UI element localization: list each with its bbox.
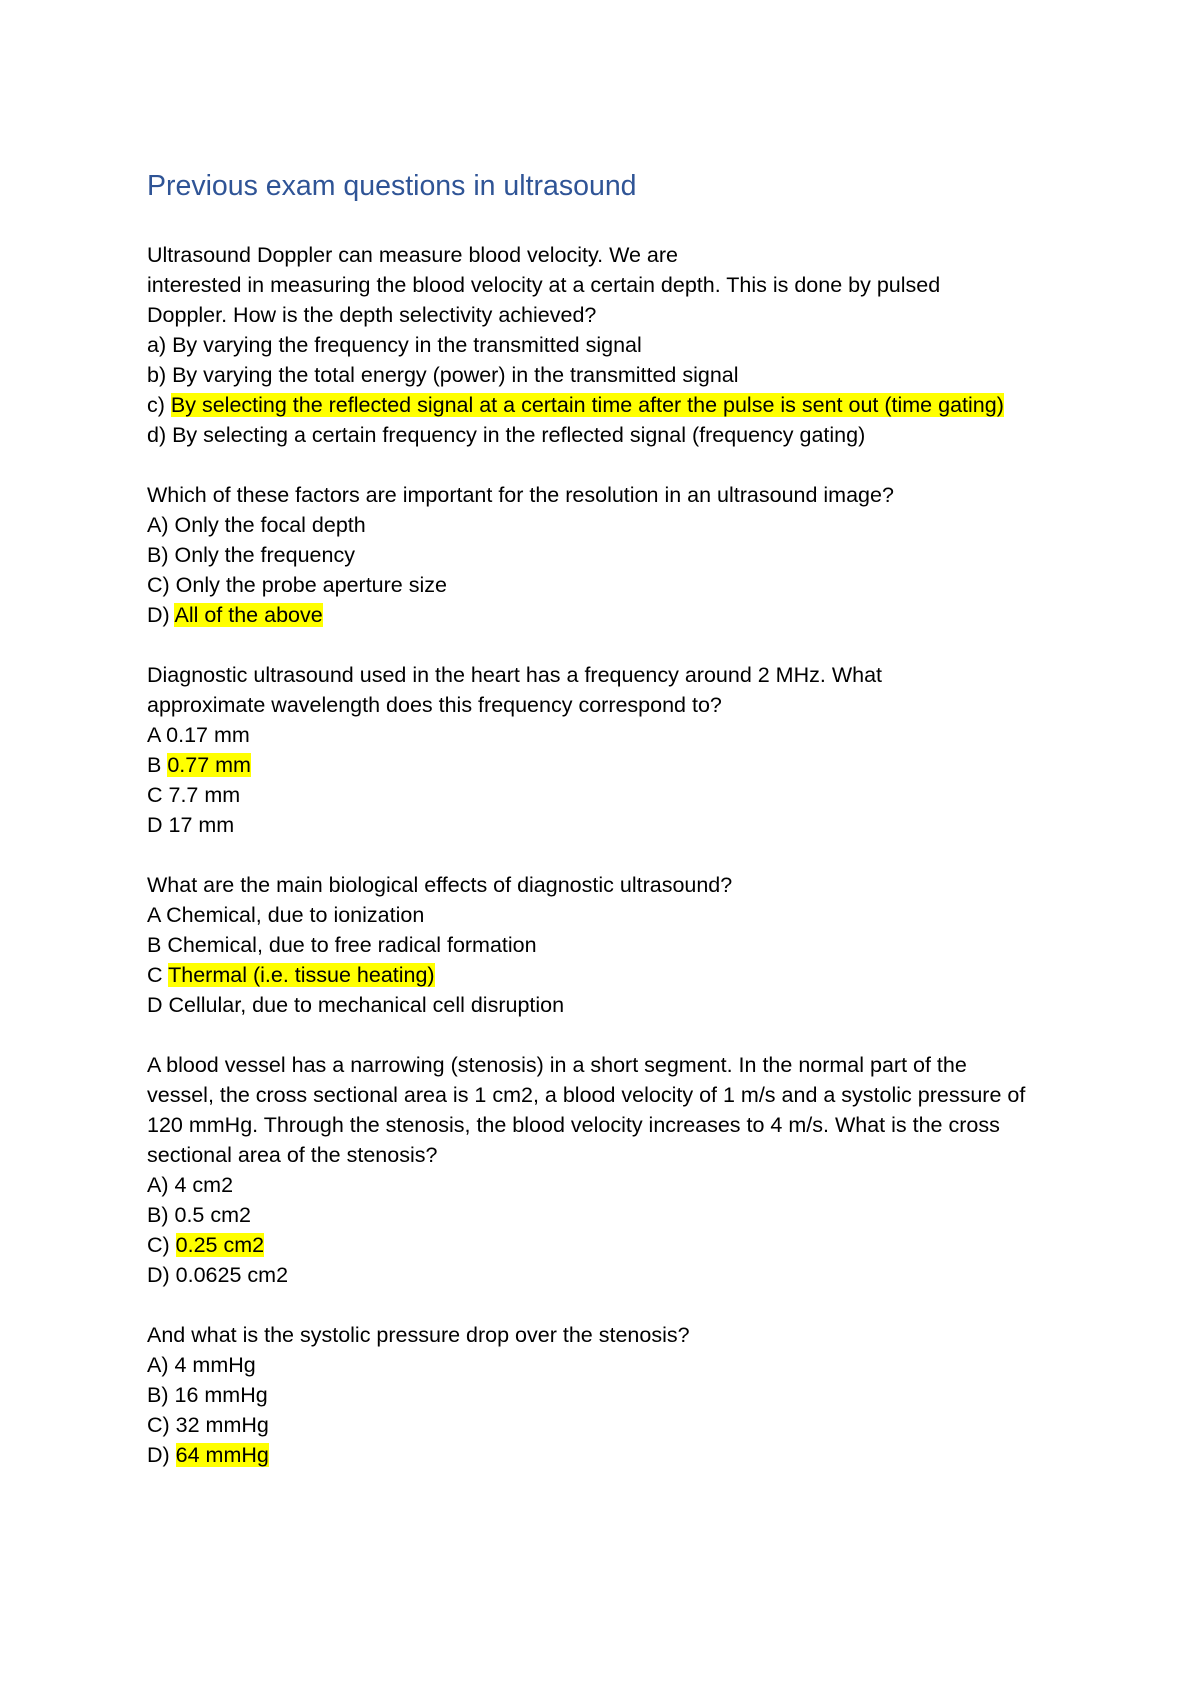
option-prefix: A xyxy=(147,903,167,927)
question-5-option-b xyxy=(147,1205,251,1227)
option-text-highlighted: Thermal (i.e. tissue heating) xyxy=(168,963,435,987)
question-4-stem-line-1: What are the main biological effects of diagnostic ultrasound? xyxy=(147,873,733,897)
option-prefix: B xyxy=(147,753,168,777)
option-prefix: B xyxy=(147,933,168,957)
question-4-option-c xyxy=(147,965,435,987)
option-prefix: B) xyxy=(147,543,175,567)
question-3-option-b xyxy=(147,755,251,777)
option-text-highlighted: 64 mmHg xyxy=(175,1443,269,1467)
option-text-highlighted: By selecting the reflected signal at a certain time after the pulse is sent out (time gating) xyxy=(170,393,1004,417)
question-4-option-d xyxy=(147,995,564,1017)
question-6-option-b xyxy=(147,1385,268,1407)
question-1-option-a xyxy=(147,335,642,357)
option-text: Only the probe aperture size xyxy=(175,573,447,597)
question-5-option-c xyxy=(147,1235,264,1257)
question-3-option-a xyxy=(147,725,250,747)
option-text: By varying the total energy (power) in the transmitted signal xyxy=(172,363,739,387)
question-1-option-c xyxy=(147,395,1004,417)
option-text: 4 mmHg xyxy=(174,1353,256,1377)
question-1-stem-line-1: Ultrasound Doppler can measure blood velocity. We are xyxy=(147,243,679,267)
option-prefix: C) xyxy=(147,1413,176,1437)
question-6-option-a xyxy=(147,1355,256,1377)
option-prefix: B) xyxy=(147,1383,175,1407)
option-text: 0.0625 cm2 xyxy=(175,1263,289,1287)
option-prefix: D) xyxy=(147,1443,176,1467)
page-title: Previous exam questions in ultrasound xyxy=(147,170,637,202)
option-prefix: D xyxy=(147,993,169,1017)
question-2-stem-line-1: Which of these factors are important for the resolution in an ultrasound image? xyxy=(147,483,894,507)
question-3-stem-line-2: approximate wavelength does this frequency correspond to? xyxy=(147,693,722,717)
option-text: Chemical, due to free radical formation xyxy=(167,933,537,957)
option-prefix: D) xyxy=(147,603,175,627)
option-prefix: A) xyxy=(147,1353,175,1377)
option-prefix: d) xyxy=(147,423,173,447)
question-5-option-a xyxy=(147,1175,233,1197)
option-text: 17 mm xyxy=(168,813,235,837)
question-3-stem-line-1: Diagnostic ultrasound used in the heart has a frequency around 2 MHz. What xyxy=(147,663,882,687)
option-text: 0.5 cm2 xyxy=(174,1203,251,1227)
question-6-option-d xyxy=(147,1445,269,1467)
option-prefix: C) xyxy=(147,573,176,597)
question-1-option-b xyxy=(147,365,739,387)
option-prefix: A xyxy=(147,723,167,747)
option-text: By varying the frequency in the transmitted signal xyxy=(172,333,642,357)
question-6-option-c xyxy=(147,1415,269,1437)
option-prefix: D) xyxy=(147,1263,176,1287)
option-text: By selecting a certain frequency in the reflected signal (frequency gating) xyxy=(172,423,866,447)
question-2-option-c xyxy=(147,575,447,597)
question-1-stem-line-2: interested in measuring the blood velocity at a certain depth. This is done by pulsed xyxy=(147,273,941,297)
question-4-option-a xyxy=(147,905,424,927)
option-text: Cellular, due to mechanical cell disruption xyxy=(168,993,565,1017)
option-prefix: B) xyxy=(147,1203,175,1227)
option-text: 0.17 mm xyxy=(166,723,250,747)
option-text: 32 mmHg xyxy=(175,1413,269,1437)
question-2-option-b xyxy=(147,545,355,567)
question-2-option-d xyxy=(147,605,323,627)
question-5-stem-line-2: vessel, the cross sectional area is 1 cm2, a blood velocity of 1 m/s and a systolic pressure of xyxy=(147,1083,1026,1107)
question-5-stem-line-3: 120 mmHg. Through the stenosis, the blood velocity increases to 4 m/s. What is the cross xyxy=(147,1113,1000,1137)
question-5-stem-line-4: sectional area of the stenosis? xyxy=(147,1143,438,1167)
question-5-stem-line-1: A blood vessel has a narrowing (stenosis) in a short segment. In the normal part of the xyxy=(147,1053,967,1077)
option-prefix: D xyxy=(147,813,169,837)
option-text: 7.7 mm xyxy=(168,783,241,807)
question-5-option-d xyxy=(147,1265,288,1287)
option-prefix: b) xyxy=(147,363,173,387)
option-text: 16 mmHg xyxy=(174,1383,268,1407)
question-6-stem-line-1: And what is the systolic pressure drop over the stenosis? xyxy=(147,1323,690,1347)
option-prefix: a) xyxy=(147,333,173,357)
question-1-option-d xyxy=(147,425,865,447)
option-text: Chemical, due to ionization xyxy=(166,903,425,927)
option-prefix: A) xyxy=(147,1173,175,1197)
option-text-highlighted: 0.25 cm2 xyxy=(175,1233,265,1257)
option-text: 4 cm2 xyxy=(174,1173,234,1197)
question-3-option-c xyxy=(147,785,240,807)
option-prefix: c) xyxy=(147,393,171,417)
option-prefix: C xyxy=(147,963,169,987)
question-3-option-d xyxy=(147,815,234,837)
question-4-option-b xyxy=(147,935,537,957)
option-text: Only the frequency xyxy=(174,543,355,567)
option-prefix: A) xyxy=(147,513,175,537)
option-prefix: C) xyxy=(147,1233,176,1257)
question-1-stem-line-3: Doppler. How is the depth selectivity achieved? xyxy=(147,303,597,327)
option-text-highlighted: All of the above xyxy=(174,603,323,627)
question-2-option-a xyxy=(147,515,366,537)
option-prefix: C xyxy=(147,783,169,807)
option-text-highlighted: 0.77 mm xyxy=(167,753,251,777)
option-text: Only the focal depth xyxy=(174,513,366,537)
